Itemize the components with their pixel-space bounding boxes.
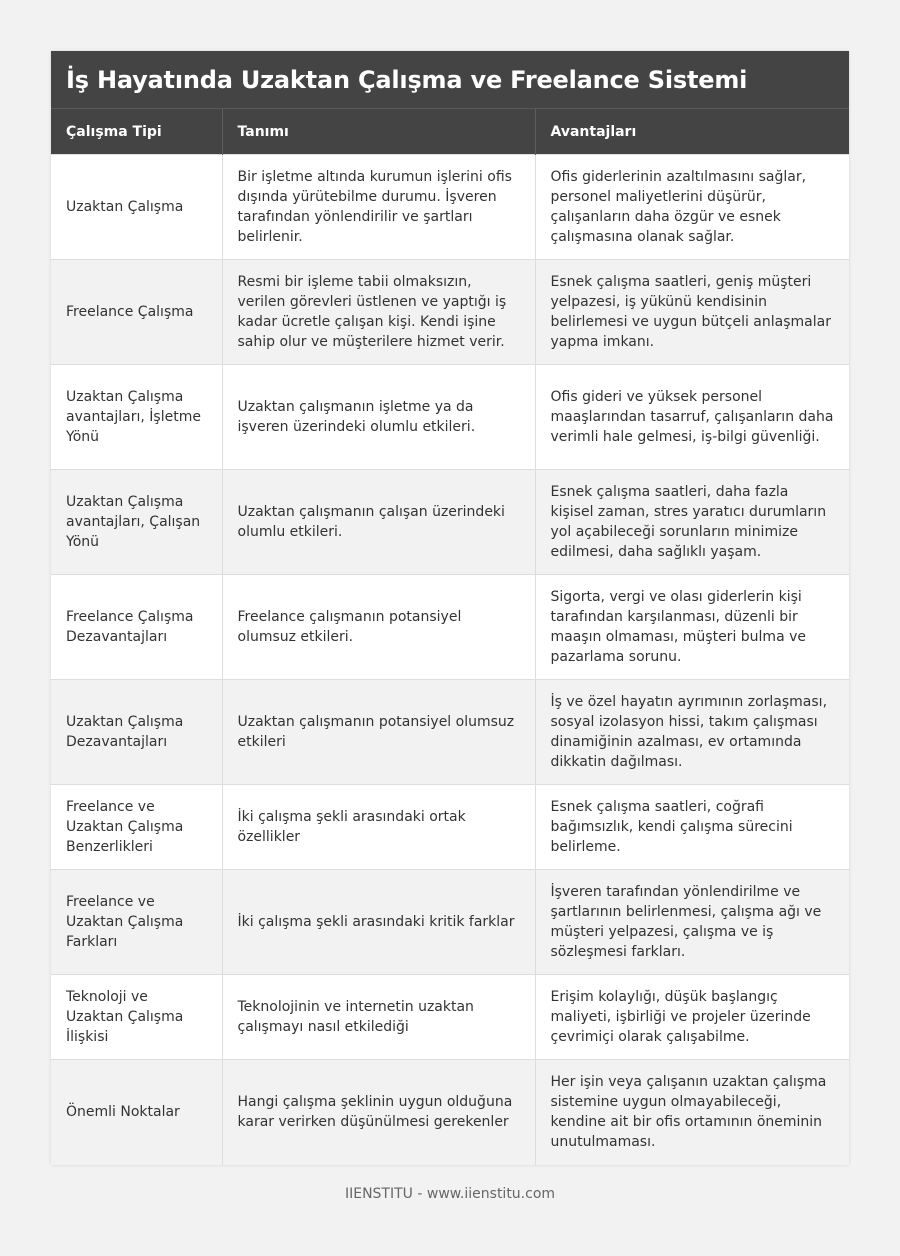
table-row [51,260,849,365]
cell-definition: Freelance çalışmanın potansiyel olumsuz etkileri. [222,575,535,680]
cell-type: Uzaktan Çalışma avantajları, İşletme Yönü [51,365,222,470]
column-header-type: Çalışma Tipi [51,109,222,155]
cell-definition: İki çalışma şekli arasındaki kritik farklar [222,870,535,975]
cell-advantages: İşveren tarafından yönlendirilme ve şartlarının belirlenmesi, çalışma ağı ve müşteri yelpazesi, çalışma ve iş sözleşmesi farkları. [535,870,849,975]
cell-type: Uzaktan Çalışma avantajları, Çalışan Yönü [51,470,222,575]
column-header-advantages: Avantajları [535,109,849,155]
table-row [51,975,849,1060]
cell-definition: Teknolojinin ve internetin uzaktan çalışmayı nasıl etkilediği [222,975,535,1060]
table-row [51,785,849,870]
cell-definition: Bir işletme altında kurumun işlerini ofis dışında yürütebilme durumu. İşveren tarafından yönlendirilir ve şartları belirlenir. [222,155,535,260]
page-title: İş Hayatında Uzaktan Çalışma ve Freelance Sistemi [66,65,748,94]
table-header-row [51,109,849,155]
cell-advantages: Her işin veya çalışanın uzaktan çalışma sistemine uygun olmayabileceği, kendine ait bir ofis ortamının öneminin unutulmaması. [535,1060,849,1165]
cell-type: Önemli Noktalar [51,1060,222,1165]
table-card [51,51,849,1165]
cell-advantages: İş ve özel hayatın ayrımının zorlaşması, sosyal izolasyon hissi, takım çalışması dinamiğinin azalması, ev ortamında dikkatin dağılması. [535,680,849,785]
table-row [51,155,849,260]
cell-type: Freelance Çalışma Dezavantajları [51,575,222,680]
cell-definition: Uzaktan çalışmanın işletme ya da işveren üzerindeki olumlu etkileri. [222,365,535,470]
cell-type: Freelance ve Uzaktan Çalışma Benzerlikleri [51,785,222,870]
cell-advantages: Ofis giderlerinin azaltılmasını sağlar, personel maliyetlerini düşürür, çalışanların daha özgür ve esnek çalışmasına olanak sağlar. [535,155,849,260]
table-row [51,1060,849,1165]
cell-advantages: Esnek çalışma saatleri, coğrafi bağımsızlık, kendi çalışma sürecini belirleme. [535,785,849,870]
cell-advantages: Erişim kolaylığı, düşük başlangıç maliyeti, işbirliği ve projeler üzerinde çevrimiçi olarak çalışabilme. [535,975,849,1060]
cell-advantages: Esnek çalışma saatleri, daha fazla kişisel zaman, stres yaratıcı durumların yol açabileceği sorunların minimize edilmesi, daha sağlıklı yaşam. [535,470,849,575]
cell-type: Freelance Çalışma [51,260,222,365]
table-row [51,365,849,470]
cell-type: Teknoloji ve Uzaktan Çalışma İlişkisi [51,975,222,1060]
column-header-definition: Tanımı [222,109,535,155]
cell-advantages: Sigorta, vergi ve olası giderlerin kişi tarafından karşılanması, düzenli bir maaşın olmaması, müşteri bulma ve pazarlama sorunu. [535,575,849,680]
work-types-table [51,108,849,1165]
cell-definition: İki çalışma şekli arasındaki ortak özellikler [222,785,535,870]
table-row [51,680,849,785]
cell-definition: Uzaktan çalışmanın potansiyel olumsuz etkileri [222,680,535,785]
title-bar [51,51,849,108]
cell-definition: Uzaktan çalışmanın çalışan üzerindeki olumlu etkileri. [222,470,535,575]
cell-type: Uzaktan Çalışma [51,155,222,260]
cell-advantages: Ofis gideri ve yüksek personel maaşlarından tasarruf, çalışanların daha verimli hale gelmesi, iş-bilgi güvenliği. [535,365,849,470]
table-row [51,470,849,575]
cell-definition: Resmi bir işleme tabii olmaksızın, verilen görevleri üstlenen ve yaptığı iş kadar ücretle çalışan kişi. Kendi işine sahip olur ve müşterilere hizmet verir. [222,260,535,365]
footer-credit: IIENSTITU - www.iienstitu.com [344,1186,556,1202]
cell-advantages: Esnek çalışma saatleri, geniş müşteri yelpazesi, iş yükünü kendisinin belirlemesi ve uygun bütçeli anlaşmalar yapma imkanı. [535,260,849,365]
cell-type: Uzaktan Çalışma Dezavantajları [51,680,222,785]
table-row [51,870,849,975]
cell-type: Freelance ve Uzaktan Çalışma Farkları [51,870,222,975]
table-row [51,575,849,680]
cell-definition: Hangi çalışma şeklinin uygun olduğuna karar verirken düşünülmesi gerekenler [222,1060,535,1165]
